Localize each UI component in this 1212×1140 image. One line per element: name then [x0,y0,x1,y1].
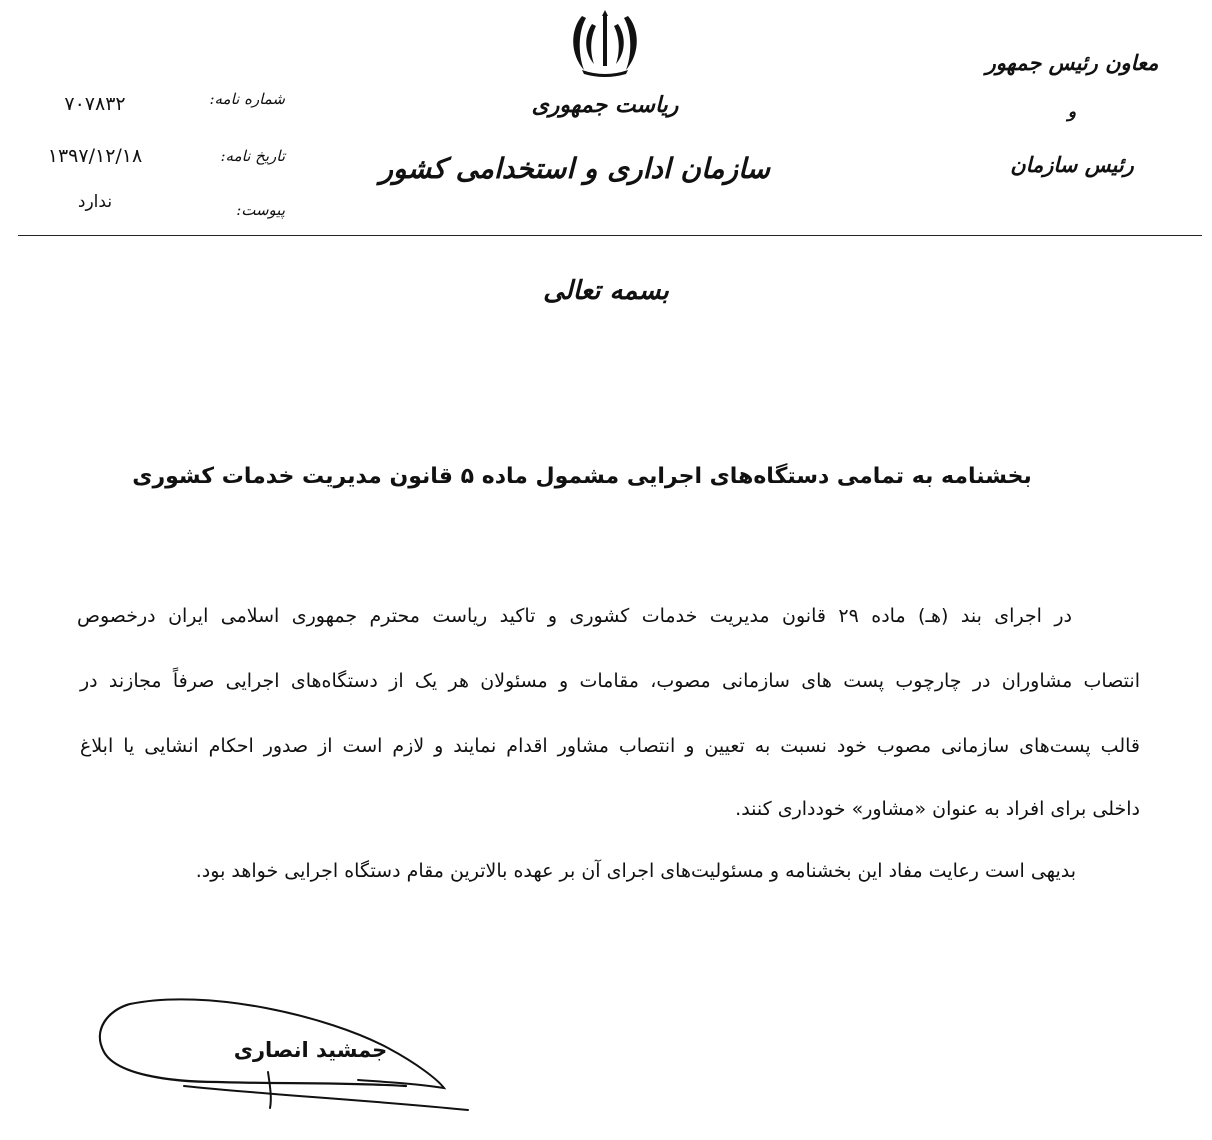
iran-emblem-icon [568,8,642,78]
body-line-1: در اجرای بند (هـ) ماده ۲۹ قانون مدیریت خدمات کشوری و تاکید ریاست محترم جمهوری اسلامی ایران درخصوص [77,605,1073,627]
letter-date-value: ۱۳۹۷/۱۲/۱۸ [47,145,143,167]
vice-president-title: معاون رئیس جمهور [985,50,1159,75]
header-divider [18,235,1202,236]
attachment-value: ندارد [77,192,113,212]
attachment-label: پیوست: [236,201,285,219]
title-conjunction: و [1067,102,1077,122]
organization-name: سازمان اداری و استخدامی کشور [379,152,770,185]
signer-name: جمشید انصاری [233,1038,388,1062]
body-paragraph-2: بدیهی است رعایت مفاد این بخشنامه و مسئولیت‌های اجرای آن بر عهده بالاترین مقام دستگاه اجرایی خواهد بود. [195,860,1076,882]
body-line-2: انتصاب مشاوران در چارچوب پست های سازمانی مصوب، مقامات و مسئولان هر یک از دستگاه‌های اجرایی صرفاً مجازند در [80,670,1140,692]
organization-head-title: رئیس سازمان [1010,152,1134,177]
letter-date-label: تاریخ نامه: [220,147,285,165]
letter-number-value: ۷۰۷۸۳۲ [64,93,126,115]
presidency-label: ریاست جمهوری [531,92,679,118]
body-line-4: داخلی برای افراد به عنوان «مشاور» خودداری کنند. [735,798,1140,820]
circular-title: بخشنامه به تمامی دستگاه‌های اجرایی مشمول ماده ۵ قانون مدیریت خدمات کشوری [132,464,1032,489]
body-line-3: قالب پست‌های سازمانی مصوب خود نسبت به تعیین و انتصاب مشاور اقدام نمایند و لازم است از صدور احکام انشایی یا ابلاغ [80,735,1140,757]
letter-number-label: شماره نامه: [209,90,285,108]
basmala: بسمه تعالی [543,276,669,306]
